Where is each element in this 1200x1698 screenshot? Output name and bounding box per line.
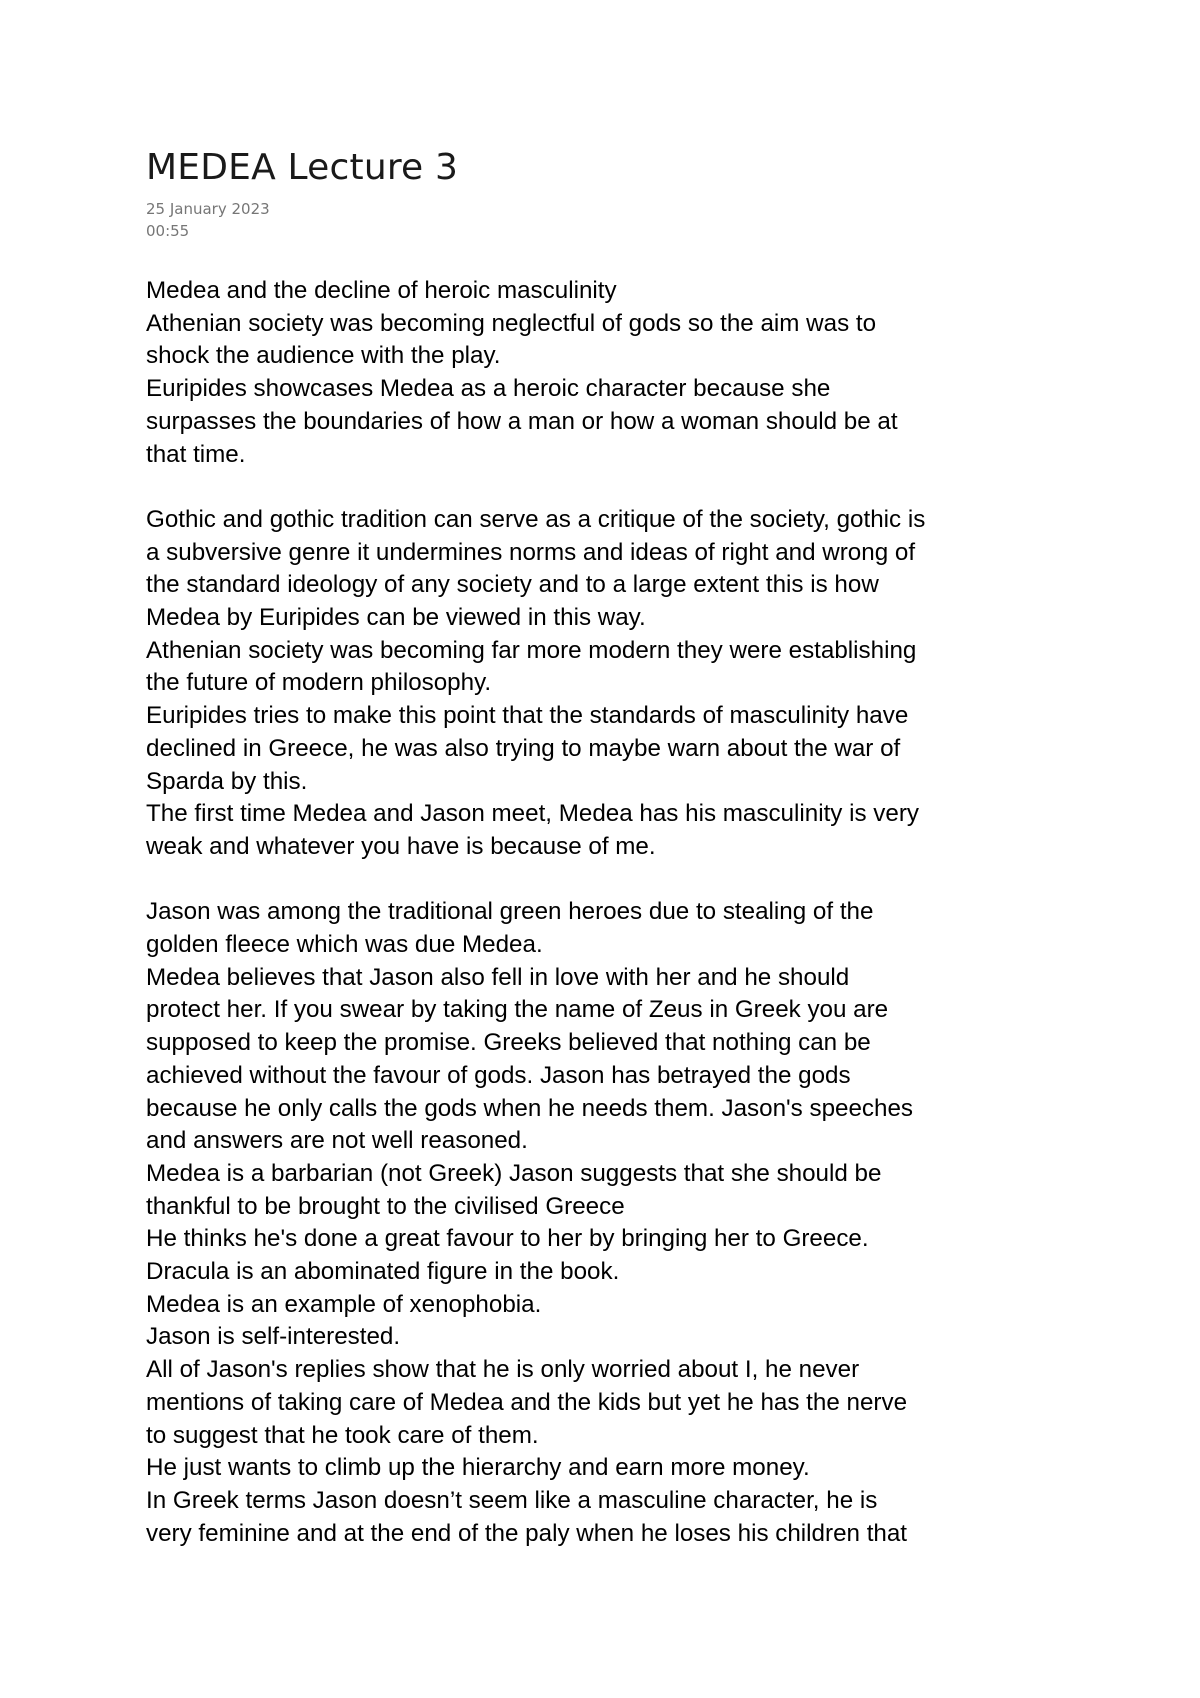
text-line: The first time Medea and Jason meet, Medea has his masculinity is very xyxy=(146,800,919,828)
text-line: Jason is self-interested. xyxy=(146,1323,401,1351)
text-line: thankful to be brought to the civilised Greece xyxy=(146,1192,625,1220)
text-line: In Greek terms Jason doesn’t seem like a masculine character, he is xyxy=(146,1486,878,1514)
text-line: He just wants to climb up the hierarchy and earn more money. xyxy=(146,1454,810,1482)
text-line: Sparda by this. xyxy=(146,767,308,795)
note-metadata xyxy=(146,198,1086,242)
text-line: Euripides tries to make this point that the standards of masculinity have xyxy=(146,702,909,730)
text-line: and answers are not well reasoned. xyxy=(146,1127,528,1155)
text-line: Gothic and gothic tradition can serve as a critique of the society, gothic is xyxy=(146,505,926,533)
text-line: surpasses the boundaries of how a man or how a woman should be at xyxy=(146,407,898,435)
note-page xyxy=(146,140,1086,1550)
text-line: that time. xyxy=(146,440,246,468)
note-date: 25 January 2023 xyxy=(146,200,270,218)
text-line: Jason was among the traditional green heroes due to stealing of the xyxy=(146,898,874,926)
text-line: golden fleece which was due Medea. xyxy=(146,931,543,959)
paragraph-gap xyxy=(146,864,1086,897)
text-line: the future of modern philosophy. xyxy=(146,669,492,697)
text-line: Athenian society was becoming far more modern they were establishing xyxy=(146,636,917,664)
text-line: All of Jason's replies show that he is only worried about I, he never xyxy=(146,1356,860,1384)
text-line: Medea by Euripides can be viewed in this way. xyxy=(146,604,646,632)
text-line: Dracula is an abominated figure in the book. xyxy=(146,1258,620,1286)
text-line: a subversive genre it undermines norms and ideas of right and wrong of xyxy=(146,538,916,566)
note-body xyxy=(146,275,1086,1550)
text-line: Medea believes that Jason also fell in love with her and he should xyxy=(146,963,850,991)
text-line: very feminine and at the end of the paly when he loses his children that xyxy=(146,1519,908,1547)
text-line: He thinks he's done a great favour to her by bringing her to Greece. xyxy=(146,1225,869,1253)
text-line: weak and whatever you have is because of me. xyxy=(146,832,656,860)
text-line: Medea and the decline of heroic masculinity xyxy=(146,277,617,304)
page-title: MEDEA Lecture 3 xyxy=(146,147,459,188)
text-line: to suggest that he took care of them. xyxy=(146,1421,539,1449)
text-line: supposed to keep the promise. Greeks believed that nothing can be xyxy=(146,1029,871,1057)
text-line: Medea is a barbarian (not Greek) Jason suggests that she should be xyxy=(146,1159,882,1187)
text-line: declined in Greece, he was also trying to maybe warn about the war of xyxy=(146,734,901,762)
text-line: achieved without the favour of gods. Jason has betrayed the gods xyxy=(146,1061,851,1089)
text-line: shock the audience with the play. xyxy=(146,342,501,370)
text-line: mentions of taking care of Medea and the kids but yet he has the nerve xyxy=(146,1388,908,1416)
paragraph-gap xyxy=(146,471,1086,504)
text-line: Athenian society was becoming neglectful of gods so the aim was to xyxy=(146,309,877,337)
text-line: protect her. If you swear by taking the name of Zeus in Greek you are xyxy=(146,996,889,1024)
note-time: 00:55 xyxy=(146,222,190,240)
text-line: because he only calls the gods when he needs them. Jason's speeches xyxy=(146,1094,914,1122)
text-line: the standard ideology of any society and to a large extent this is how xyxy=(146,571,879,599)
text-line: Euripides showcases Medea as a heroic character because she xyxy=(146,375,831,403)
text-line: Medea is an example of xenophobia. xyxy=(146,1290,542,1318)
